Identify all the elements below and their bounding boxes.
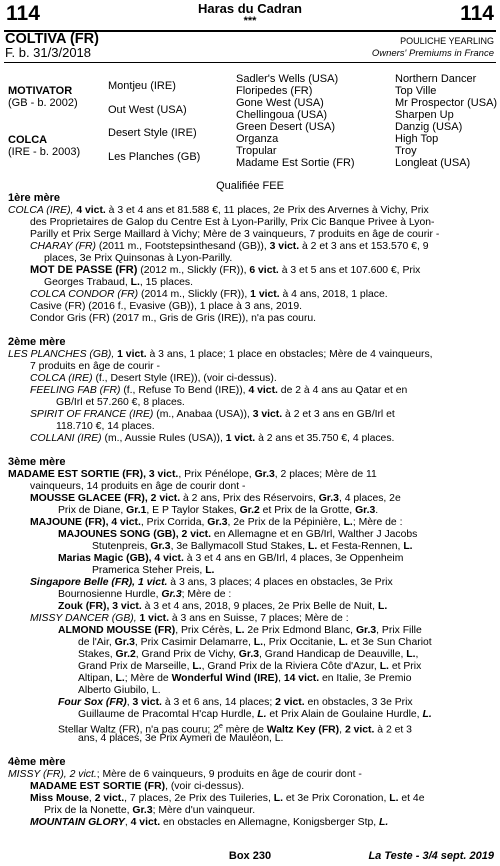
sire-name: MOTIVATOR xyxy=(8,85,73,97)
gen3-3: Chellingoua (USA) xyxy=(236,109,328,121)
gen3-1: Floripedes (FR) xyxy=(236,85,313,97)
text-line: Georges Trabaud, L., 15 places. xyxy=(44,277,194,288)
box-number: Box 230 xyxy=(228,850,272,862)
text-line: 7 produits en âge de courir - xyxy=(30,361,160,372)
text-line: Condor Gris (FR) (2017 m., Gris de Gris (IRE)), n'a pas couru. xyxy=(30,313,317,324)
gen2-2: Desert Style (IRE) xyxy=(108,127,197,139)
text-line: Zouk (FR), 3 vict. à 3 et 4 ans, 2018, 9 places, 2e Prix Belle de Nuit, L. xyxy=(58,601,388,612)
text-line: ans, 4 places, 3e Prix Aymeri de Mauléon, L. xyxy=(78,733,284,744)
lot-number-left: 114 xyxy=(6,2,40,25)
text-line: Alberto Giubilo, L. xyxy=(78,685,161,696)
text-line: CHARAY (FR) (2011 m., Footstepsinthesand (GB)), 3 vict. à 2 et 3 ans et 153.570 €, 9 xyxy=(30,241,429,252)
gen4-5: High Top xyxy=(395,133,439,145)
consignor-stars: *** xyxy=(243,15,257,27)
text-line: Miss Mouse, 2 vict., 7 places, 2e Prix des Tuileries, L. et 3e Prix Coronation, L. et 4e xyxy=(30,793,425,804)
gen4-3: Sharpen Up xyxy=(395,109,454,121)
section-heading-1: 1ère mère xyxy=(8,192,60,204)
text-line: ALMOND MOUSSE (FR), Prix Cérès, L. 2e Prix Edmond Blanc, Gr.3, Prix Fille xyxy=(58,625,422,636)
text-line: MADAME EST SORTIE (FR), 3 vict., Prix Pénélope, Gr.3, 2 places; Mère de 11 xyxy=(8,469,377,480)
gen2-3: Les Planches (GB) xyxy=(108,151,201,163)
gen3-2: Gone West (USA) xyxy=(236,97,324,109)
gen4-7: Longleat (USA) xyxy=(395,157,471,169)
horse-name: COLTIVA (FR) xyxy=(5,31,99,47)
gen4-6: Troy xyxy=(395,145,417,157)
text-line: LES PLANCHES (GB), 1 vict. à 3 ans, 1 place; 1 place en obstacles; Mère de 4 vainqueurs, xyxy=(8,349,433,360)
text-line: Grand Prix de Marseille, L., Grand Prix de la Riviera Côte d'Azur, L. et Prix xyxy=(78,661,422,672)
gen4-2: Mr Prospector (USA) xyxy=(395,97,498,109)
text-line: vainqueurs, 14 produits en âge de courir dont - xyxy=(30,481,246,492)
text-line: COLCA CONDOR (FR) (2014 m., Slickly (FR)), 1 vict. à 4 ans, 2018, 1 place. xyxy=(30,289,388,300)
consignor-header xyxy=(0,2,500,28)
gen3-4: Green Desert (USA) xyxy=(236,121,336,133)
text-line: places, 3e Prix Quinsonas à Lyon-Parilly. xyxy=(44,253,233,264)
text-line: Casive (FR) (2016 f., Evasive (GB)), 1 place à 3 ans, 2019. xyxy=(30,301,303,312)
text-line: Marias Magic (GB), 4 vict. à 3 et 4 ans en GB/Irl, 4 places, 3e Oppenheim xyxy=(58,553,404,564)
category-label: POULICHE YEARLING xyxy=(400,36,494,46)
text-line: MOT DE PASSE (FR) (2012 m., Slickly (FR)), 6 vict. à 3 et 5 ans et 107.600 €, Prix xyxy=(30,264,421,276)
text-line: Altipan, L.; Mère de Wonderful Wind (IRE), 14 vict. en Italie, 3e Premio xyxy=(78,673,412,684)
text-line: MOUSSE GLACEE (FR), 2 vict. à 2 ans, Prix des Réservoirs, Gr.3, 4 places, 2e xyxy=(30,493,401,504)
consignor-name: Haras du Cadran xyxy=(197,1,303,16)
text-line: Stellar Waltz (FR), n'a pas couru; 2e mère de Waltz Key (FR), 2 vict. à 2 et 3 xyxy=(58,723,412,736)
text-line: GB/Irl et 57.260 €, 8 places. xyxy=(56,397,185,408)
text-line: MAJOUNE (FR), 4 vict., Prix Corrida, Gr.3, 2e Prix de la Pépinière, L.; Mère de : xyxy=(30,517,403,528)
gen4-4: Danzig (USA) xyxy=(395,121,463,133)
dam-detail: (IRE - b. 2003) xyxy=(8,146,81,158)
text-line: de l'Air, Gr.3, Prix Casimir Delamarre, L., Prix Occitanie, L. et 3e Sun Chariot xyxy=(78,637,432,648)
text-line: COLLANI (IRE) (m., Aussie Rules (USA)), 1 vict. à 2 ans et 35.750 €, 4 places. xyxy=(30,433,395,444)
text-line: MISSY (FR), 2 vict.; Mère de 6 vainqueurs, 9 produits en âge de courir dont - xyxy=(8,769,362,780)
text-line: FEELING FAB (FR) (f., Refuse To Bend (IRE)), 4 vict. de 2 à 4 ans au Qatar et en xyxy=(30,385,408,396)
section-heading-2: 2ème mère xyxy=(8,336,66,348)
horse-description: F. b. 31/3/2018 xyxy=(5,45,92,60)
gen4-0: Northern Dancer xyxy=(395,73,477,85)
text-line: MISSY DANCER (GB), 1 vict. à 3 ans en Suisse, 7 places; Mère de : xyxy=(30,613,349,624)
lot-number-right: 114 xyxy=(460,2,494,25)
gen3-5: Organza xyxy=(236,133,279,145)
text-line: Guillaume de Pracomtal H'cap Hurdle, L. et Prix Alain de Goulaine Hurdle, L. xyxy=(78,709,432,720)
text-line: Parilly et Prix Serge Maillard à Vichy; Mère de 3 vainqueurs, 7 produits en âge de courir - xyxy=(30,229,440,240)
text-line: Stakes, Gr.2, Grand Prix de Vichy, Gr.3, Grand Handicap de Deauville, L., xyxy=(78,649,419,660)
text-line: Prix de la Nonette, Gr.3; Mère d'un vainqueur. xyxy=(44,805,256,816)
gen2-0: Montjeu (IRE) xyxy=(108,80,176,92)
header-rule xyxy=(4,62,496,63)
gen4-1: Top Ville xyxy=(395,85,437,97)
text-line: COLCA (IRE) (f., Desert Style (IRE)), (voir ci-dessus). xyxy=(30,373,277,384)
text-line: MOUNTAIN GLORY, 4 vict. en obstacles en Allemagne, Konigsberger Stp, L. xyxy=(30,817,389,828)
sale-location-date: La Teste - 3/4 sept. 2019 xyxy=(368,850,494,862)
text-line: Singapore Belle (FR), 1 vict. à 3 ans, 3 places; 4 places en obstacles, 3e Prix xyxy=(30,577,393,588)
gen3-0: Sadler's Wells (USA) xyxy=(236,73,339,85)
text-line: Bournosienne Hurdle, Gr.3; Mère de : xyxy=(58,589,232,600)
text-line: MAJOUNES SONG (GB), 2 vict. en Allemagne et en GB/Irl, Walther J Jacobs xyxy=(58,529,418,540)
qualification: Qualifiée FEE xyxy=(216,180,284,192)
dam-name: COLCA xyxy=(8,134,48,146)
gen3-6: Tropular xyxy=(236,145,277,157)
text-line: SPIRIT OF FRANCE (IRE) (m., Anabaa (USA)), 3 vict. à 2 et 3 ans en GB/Irl et xyxy=(30,409,395,420)
section-heading-3: 3ème mère xyxy=(8,456,66,468)
gen3-7: Madame Est Sortie (FR) xyxy=(236,157,355,169)
sire-detail: (GB - b. 2002) xyxy=(8,97,78,109)
text-line: 118.710 €, 14 places. xyxy=(56,421,155,432)
gen2-1: Out West (USA) xyxy=(108,104,187,116)
text-line: Prix de Diane, Gr.1, E P Taylor Stakes, Gr.2 et Prix de la Grotte, Gr.3. xyxy=(58,505,379,516)
text-line: des Proprietaires de Galop du Centre Est à Lyon-Parilly, Prix Cic Banque Privee à Lyon- xyxy=(30,217,435,228)
text-line: Stutenpreis, Gr.3, 3e Ballymacoll Stud Stakes, L. et Festa-Rennen, L. xyxy=(92,541,413,552)
owners-premiums: Owners' Premiums in France xyxy=(371,48,494,59)
text-line: COLCA (IRE), 4 vict. à 3 et 4 ans et 81.588 €, 11 places, 2e Prix des Arvernes à Vichy, Prix xyxy=(8,205,429,216)
section-heading-4: 4ème mère xyxy=(8,756,66,768)
text-line: Pramerica Steher Preis, L. xyxy=(92,565,215,576)
text-line: Four Sox (FR), 3 vict. à 3 et 6 ans, 14 places; 2 vict. en obstacles, 3 3e Prix xyxy=(58,697,413,708)
text-line: MADAME EST SORTIE (FR), (voir ci-dessus). xyxy=(30,781,245,792)
